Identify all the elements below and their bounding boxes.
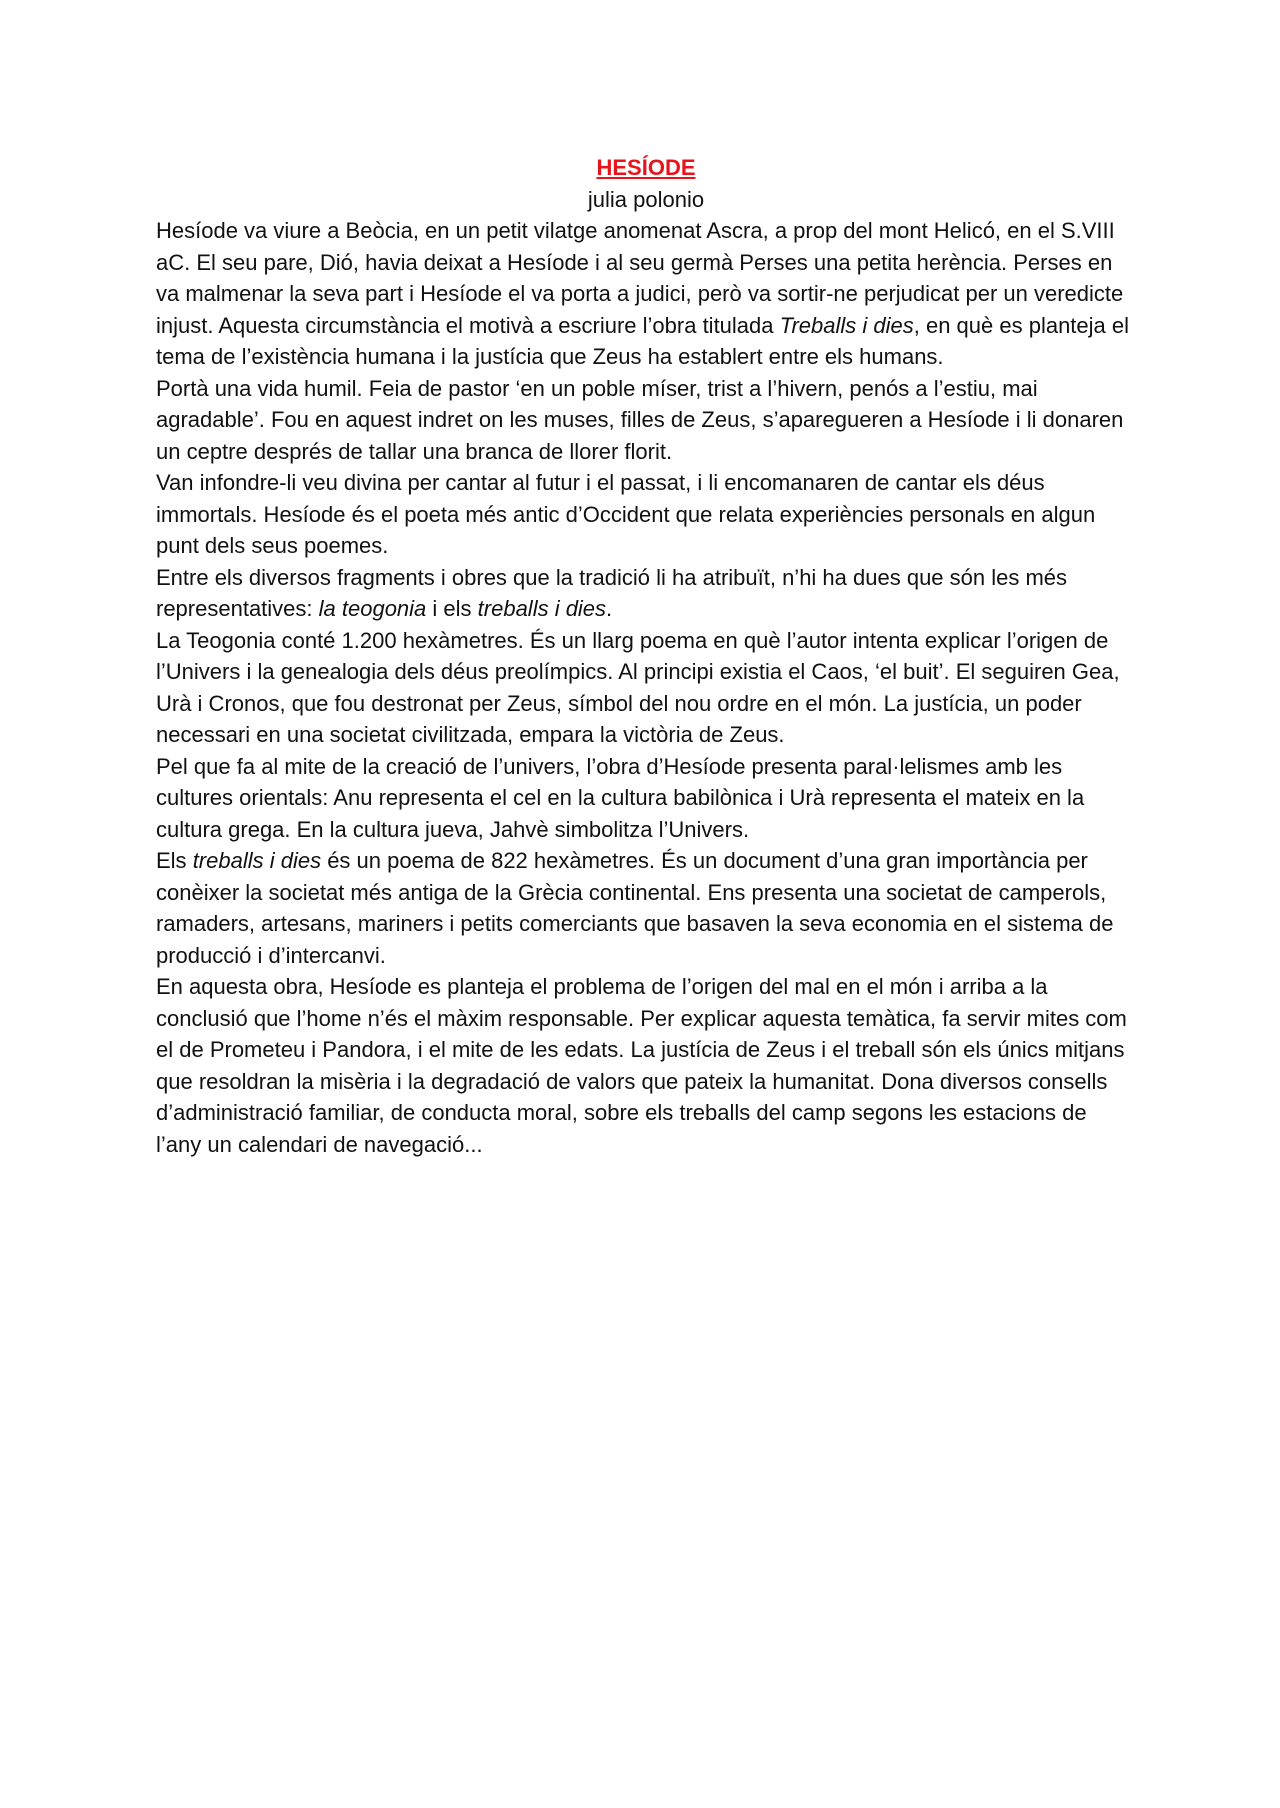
paragraph-text: , en què es planteja el tema de l’existència humana i la justícia que Zeus ha establert entre els humans.: [156, 312, 1130, 369]
document-title: HESÍODE: [596, 155, 696, 180]
paragraph-text: La Teogonia conté 1.200 hexàmetres. És un llarg poema en què l’autor intenta explicar l’origen de l’Univers i la genealogia dels déus preolímpics. Al principi existia el Caos, ‘el buit’. El seguiren Gea, Urà i Cronos, que fou destronat per Zeus, símbol del nou ordre en el món. La justícia, un poder necessari en una societat civilitzada, empara la victòria de Zeus.: [156, 627, 1120, 747]
body-paragraph: [156, 467, 1136, 562]
body-paragraph: [156, 751, 1136, 846]
italic-title-text: treballs i dies: [477, 596, 607, 621]
paragraph-text: Portà una vida humil. Feia de pastor ‘en un poble míser, trist a l’hivern, penós a l’estiu, mai agradable’. Fou en aquest indret on les muses, filles de Zeus, s’aparegueren a Hesíode i li donaren un ceptre després de tallar una branca de llorer florit.: [156, 375, 1124, 464]
body-paragraph: [156, 971, 1136, 1160]
paragraph-text: és un poema de 822 hexàmetres. És un document d’una gran importància per conèixer la societat més antiga de la Grècia continental. Ens presenta una societat de camperols, ramaders, artesans, mariners i petits comerciants que basaven la seva economia en el sistema de producció i d’intercanvi.: [156, 848, 1114, 968]
paragraph-text: .: [606, 596, 613, 621]
body-paragraph: [156, 625, 1136, 751]
paragraph-text: Van infondre-li veu divina per cantar al futur i el passat, i li encomanaren de cantar els déus immortals. Hesíode és el poeta més antic d’Occident que relata experiències personals en algun punt dels seus poemes.: [156, 470, 1096, 558]
document-page: [156, 152, 1136, 1160]
paragraph-text: Els: [156, 848, 193, 873]
paragraph-text: Hesíode va viure a Beòcia, en un petit vilatge anomenat Ascra, a prop del mont Helicó, en el S.VIII aC. El seu pare, Dió, havia deixat a Hesíode i al seu germà Perses una petita herència. Perses en va malmenar la seva part i Hesíode el va porta a judici, però va sortir-ne perjudicat per un veredicte injust. Aquesta circumstància el motivà a escriure l’obra titulada: [156, 218, 1124, 338]
body-paragraph: [156, 845, 1136, 971]
paragraph-text: En aquesta obra, Hesíode es planteja el problema de l’origen del mal en el món i arriba a la conclusió que l’home n’és el màxim responsable. Per explicar aquesta temàtica, fa servir mites com el de Prometeu i Pandora, i el mite de les edats. La justícia de Zeus i el treball són els únics mitjans que resoldran la misèria i la degradació de valors que pateix la humanitat. Dona diversos consells d’administració familiar, de conducta moral, sobre els treballs del camp segons les estacions de l’any un calendari de navegació...: [156, 974, 1127, 1157]
body-paragraph: [156, 215, 1136, 373]
italic-title-text: Treballs i dies: [779, 312, 914, 338]
body-paragraph: [156, 373, 1136, 468]
italic-title-text: treballs i dies: [192, 848, 322, 873]
paragraph-text: Pel que fa al mite de la creació de l’univers, l’obra d’Hesíode presenta paral·lelismes amb les cultures orientals: Anu representa el cel en la cultura babilònica i Urà representa el mateix en la cultura grega. En la cultura jueva, Jahvè simbolitza l’Univers.: [156, 753, 1085, 842]
paragraph-text: Entre els diversos fragments i obres que la tradició li ha atribuït, n’hi ha dues que són les més representatives:: [156, 564, 1068, 621]
italic-title-text: la teogonia: [318, 596, 427, 621]
body-paragraph: [156, 562, 1136, 625]
paragraph-text: i els: [426, 596, 478, 621]
document-author: julia polonio: [587, 186, 705, 212]
document-body: [156, 215, 1136, 1160]
